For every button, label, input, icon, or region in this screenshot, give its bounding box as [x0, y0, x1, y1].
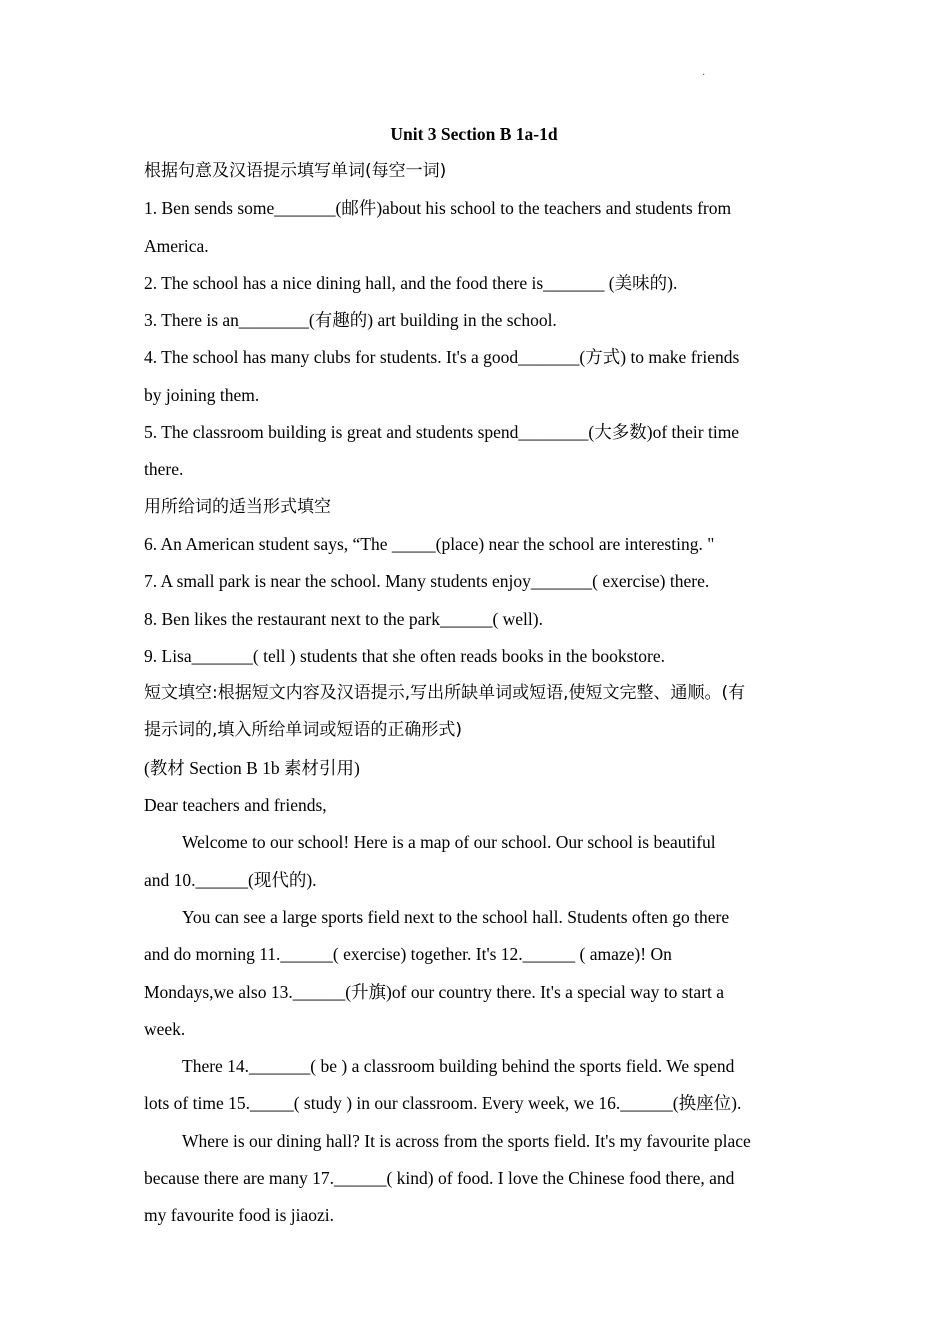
worksheet	[144, 116, 816, 1235]
question-4-line-1: 4. The school has many clubs for students. It's a good_______(方式) to make friends	[144, 347, 740, 368]
letter-greeting: Dear teachers and friends,	[144, 795, 327, 816]
paragraph-3-line-2: lots of time 15._____( study ) in our classroom. Every week, we 16.______(换座位).	[144, 1093, 742, 1114]
question-4-line-2: by joining them.	[144, 384, 260, 405]
paragraph-4-line-2: because there are many 17.______( kind) of food. I love the Chinese food there, and	[144, 1168, 735, 1189]
question-1-line-1: 1. Ben sends some_______(邮件)about his school to the teachers and students from	[144, 198, 732, 219]
question-3: 3. There is an________(有趣的) art building in the school.	[144, 310, 557, 331]
section-instruction-3-line-1: 短文填空:根据短文内容及汉语提示,写出所缺单词或短语,使短文完整、通顺。(有	[144, 683, 746, 704]
paragraph-4-line-3: my favourite food is jiaozi.	[144, 1205, 335, 1226]
worksheet-title: Unit 3 Section B 1a-1d	[390, 124, 558, 144]
header-mark: ·	[702, 70, 706, 81]
question-8: 8. Ben likes the restaurant next to the park______( well).	[144, 608, 543, 629]
question-7: 7. A small park is near the school. Many students enjoy_______( exercise) there.	[144, 571, 710, 592]
paragraph-2-line-1: You can see a large sports field next to the school hall. Students often go there	[182, 906, 730, 927]
question-5-line-2: there.	[144, 459, 184, 480]
paragraph-4-line-1: Where is our dining hall? It is across from the sports field. It's my favourite place	[182, 1130, 751, 1151]
question-6: 6. An American student says, “The _____(place) near the school are interesting. "	[144, 533, 715, 554]
question-9: 9. Lisa_______( tell ) students that she often reads books in the bookstore.	[144, 645, 666, 666]
section-instruction-3-line-2: 提示词的,填入所给单词或短语的正确形式)	[144, 720, 463, 741]
question-2: 2. The school has a nice dining hall, and the food there is_______ (美味的).	[144, 272, 678, 293]
section-instruction-2: 用所给词的适当形式填空	[144, 496, 331, 517]
paragraph-1-line-2: and 10.______(现代的).	[144, 869, 317, 890]
paragraph-3-line-1: There 14._______( be ) a classroom building behind the sports field. We spend	[182, 1056, 735, 1077]
section-instruction-1: 根据句意及汉语提示填写单词(每空一词)	[144, 161, 447, 181]
question-5-line-1: 5. The classroom building is great and students spend________(大多数)of their time	[144, 422, 740, 443]
paragraph-1-line-1: Welcome to our school! Here is a map of our school. Our school is beautiful	[182, 832, 716, 853]
paragraph-2-line-2: and do morning 11.______( exercise) together. It's 12.______ ( amaze)! On	[144, 944, 672, 965]
paragraph-2-line-4: week.	[144, 1018, 186, 1039]
question-1-line-2: America.	[144, 235, 209, 256]
source-note: (教材 Section B 1b 素材引用)	[144, 757, 360, 778]
paragraph-2-line-3: Mondays,we also 13.______(升旗)of our country there. It's a special way to start a	[144, 981, 725, 1002]
